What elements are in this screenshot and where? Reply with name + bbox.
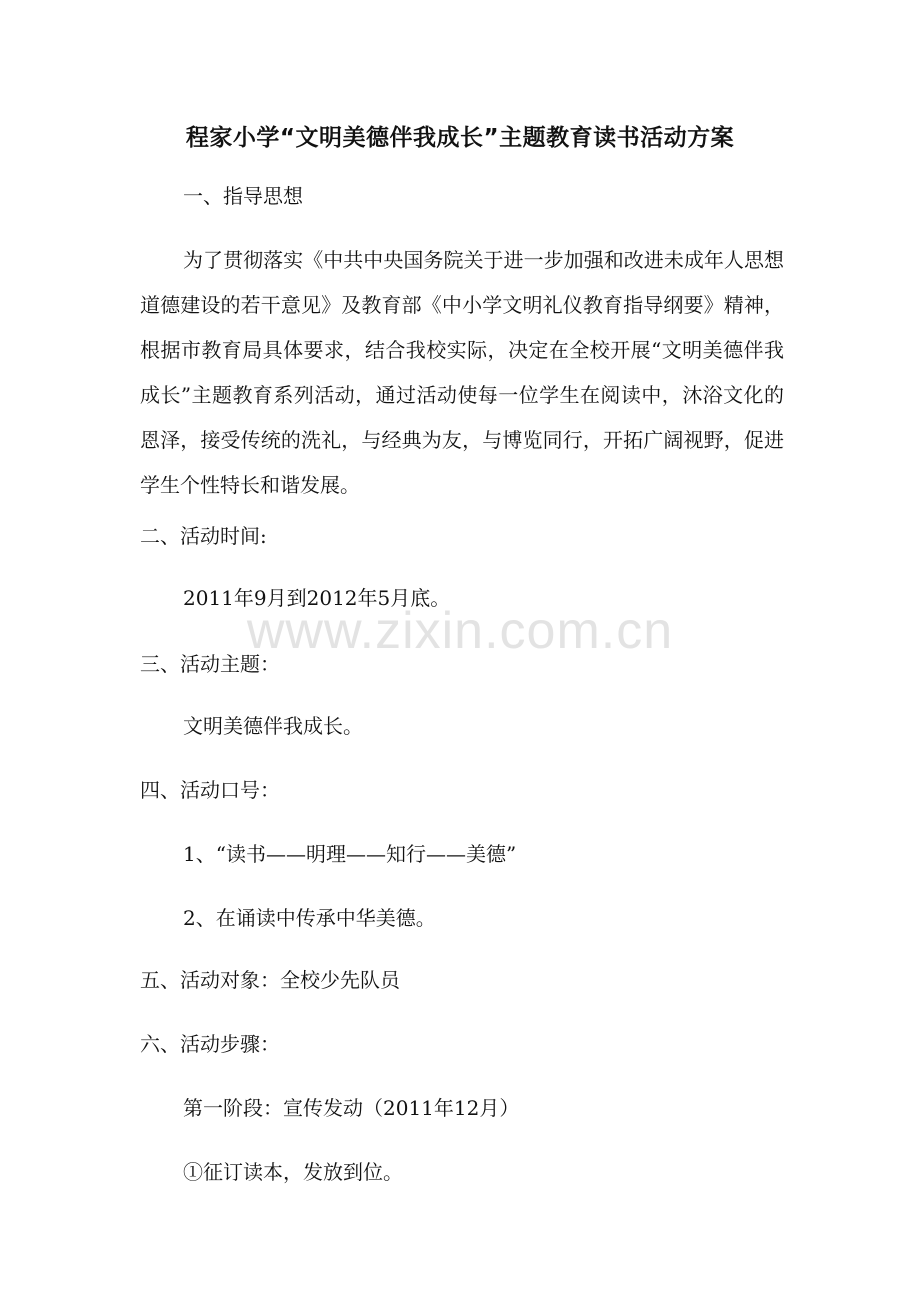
section-body-activity-theme: 文明美德伴我成长。 <box>183 714 363 738</box>
stage-heading: 第一阶段：宣传发动（2011年12月） <box>183 1096 520 1120</box>
section-heading-guiding-thought: 一、指导思想 <box>183 184 303 208</box>
watermark: www.zixin.com.cn <box>246 602 674 660</box>
section-body-activity-time: 2011年9月到2012年5月底。 <box>183 586 451 610</box>
section-heading-activity-theme: 三、活动主题： <box>140 652 280 676</box>
slogan-item: 1、“读书——明理——知行——美德” <box>183 842 517 866</box>
slogan-item: 2、在诵读中传承中华美德。 <box>183 906 436 930</box>
section-heading-activity-steps: 六、活动步骤： <box>140 1032 280 1056</box>
document-title: 程家小学“文明美德伴我成长”主题教育读书活动方案 <box>185 125 735 151</box>
section-heading-activity-slogan: 四、活动口号： <box>140 778 280 802</box>
stage-item: ①征订读本，发放到位。 <box>183 1160 403 1184</box>
section-body-guiding-thought: 为了贯彻落实《中共中央国务院关于进一步加强和改进未成年人思想道德建设的若干意见》及教育部《中小学文明礼仪教育指导纲要》精神，根据市教育局具体要求，结合我校实际，决定在全校开展“文明美德伴我成长”主题教育系列活动，通过活动使每一位学生在阅读中，沐浴文化的恩泽，接受传统的洗礼，与经典为友，与博览同行，开拓广阔视野，促进学生个性特长和谐发展。 <box>140 248 784 497</box>
section-heading-activity-target: 五、活动对象：全校少先队员 <box>140 968 400 992</box>
section-heading-activity-time: 二、活动时间: <box>140 524 267 548</box>
